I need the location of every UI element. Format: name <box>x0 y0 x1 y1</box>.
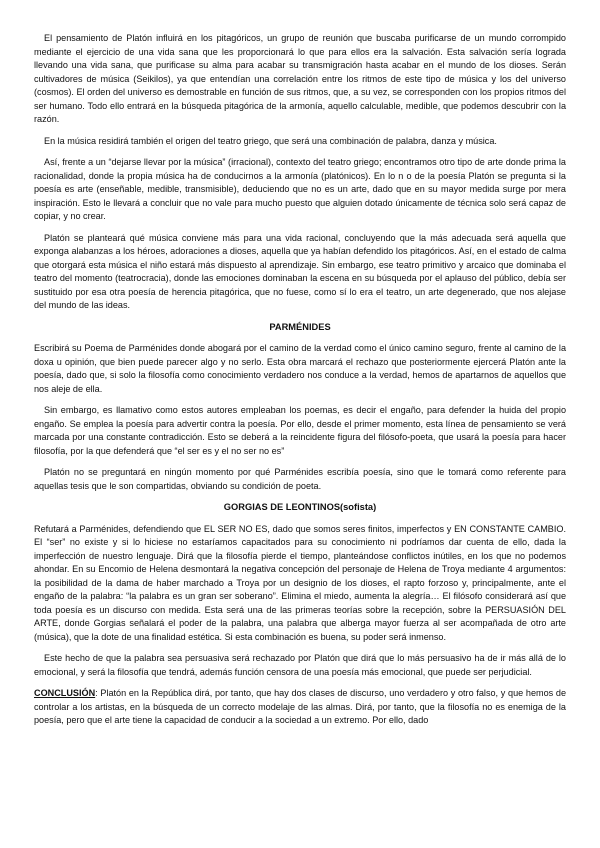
section-heading-gorgias-title: GORGIAS DE LEONTINOS <box>223 502 341 512</box>
paragraph-rational-music: Platón se planteará qué música conviene más para una vida racional, concluyendo que la más adecuada será aquella que exponga alabanzas a los héroes, adoraciones a dioses, aquella que ya habían defendido los pitagóricos. Así, en el estado de calma que otorgará esta música el niño estará más dispuesto al aprendizaje. Sin embargo, ese teatro primitivo y arcaico que dominaba el teatro del momento (teatrocracia), donde las emociones dominaban la escena en su búsqueda por el aplauso del público, debía ser sustituido por esa otra poesía de herencia pitagórica, que no fuese, como sí lo era el teatro, un arte degenerado, que nos alejase del mundo de las ideas. <box>34 232 566 310</box>
paragraph-greek-theatre-origin: En la música residirá también el origen del teatro griego, que será una combinación de palabra, danza y música. <box>44 135 497 146</box>
paragraph-plato-on-parmenides: Platón no se preguntará en ningún momento por qué Parménides escribía poesía, sino que le tomará como referente para aquellas tesis que le son compartidas, obviando su condición de poeta. <box>34 467 566 491</box>
paragraph-poetry-as-art: Así, frente a un “dejarse llevar por la música” (irracional), contexto del teatro griego; encontramos otro tipo de arte donde prima la racionalidad, donde la propia música ha de conducirnos a la armonía (platónicos). En lo n o de la poesía Platón se pregunta si la poesía es arte (enseñable, medible, transmisible), deduciendo que no es un arte, dado que en su mayor medida surge por mera inspiración. Esto le llevará a concluir que no vale para mucho puesto que alguien dotado únicamente de técnica solo será capaz de copiar, y no crear. <box>34 157 566 221</box>
conclusion-label: CONCLUSIÓN <box>34 688 96 698</box>
section-heading-gorgias-sub: (sofista) <box>340 502 377 512</box>
paragraph-persuasion-rejected: Este hecho de que la palabra sea persuasiva será rechazado por Platón que dirá que lo más persuasivo ha de ir más allá de lo emocional, y será la filosofía que tendrá, además función censora de una poesía más emocional, que puede ser perjudicial. <box>34 653 566 677</box>
conclusion-text: : Platón en la República dirá, por tanto, que hay dos clases de discurso, uno verdadero y otro falso, y que hemos de controlar a los artistas, en la búsqueda de un correcto modelaje de las almas. Dirá, por tanto, que la filosofía no es enemiga de la poesía, pero que el arte tiene la capacidad de conducir a la sociedad a un extremo. Por ello, dado <box>34 688 566 725</box>
paragraph-pythagoreans: El pensamiento de Platón influirá en los pitagóricos, un grupo de reunión que buscaba purificarse de un mundo corrompido mediante el ejercicio de una vida sana que les proporcionará lo que para ellos era la salvación. Esta salvación sería lograda llevando una vida sana, que purificase su alma para acabar su transmigración hasta acabar en el mundo de los dioses. Serán cultivadores de música (Seikilos), ya que entendían una correlación entre los ritmos de este tipo de música y los del universo (cosmos). El orden del universo es demostrable en función de sus ritmos, que, a su vez, se corresponden con los propios ritmos del ser humano. Todo ello entrará en la búsqueda pitagórica de la armonía, aquello calculable, medible, que podemos descubrir con la razón. <box>34 33 566 124</box>
document-page <box>34 32 566 736</box>
section-heading-gorgias <box>34 501 566 515</box>
paragraph-parmenides-poem: Escribirá su Poema de Parménides donde abogará por el camino de la verdad como el único camino seguro, frente al camino de la doxa u opinión, que bien puede parecer algo y no serlo. Esta obra marcará el rechazo que posteriormente ejercerá Platón ante la poesía, dado que, si solo la filosofía como conocimiento verdadero nos conduce a la verdad, hemos de apartarnos de aquellos que nos aleje de ella. <box>34 343 566 394</box>
paragraph-gorgias-refutation: Refutará a Parménides, defendiendo que EL SER NO ES, dado que somos seres finitos, imperfectos y EN CONSTANTE CAMBIO. El “ser” no existe y si lo hiciese no estaríamos capacitados para su conocimiento ni podríamos dar cuenta de ello, dada la imperfección de nuestro lenguaje. Dirá que la filosofía pierde el tiempo, planteándose conflictos inútiles, en los que no podemos ahondar. En su Encomio de Helena desmontará la negativa concepción del personaje de Helena de Troya mediante 4 argumentos: la posibilidad de la dama de haber marchado a Troya por un designio de los dioses, el rapto forzoso y, principalmente, ante el engaño de la palabra: “la palabra es un gran ser soberano”. Elimina el miedo, aumenta la alegría… El filósofo considerará así que toda poesía es un discurso con medida. Esta será una de las primeras teorías sobre la recepción, sobre la PERSUASIÓN DEL ARTE, donde Gorgias señalará el poder de la palabra, una palabra que alberga mayor fuerza al ser acompañada de otro arte (música), que la dote de una finalidad estética. Si esta combinación es buena, su poder será inmenso. <box>34 523 566 642</box>
paragraph-conclusion <box>34 687 566 728</box>
paragraph-poetry-contradiction: Sin embargo, es llamativo como estos autores empleaban los poemas, es decir el engaño, para defender la huida del propio engaño. Se emplea la poesía para advertir contra la poesía. Por ello, desde el primer momento, esta línea de pensamiento se verá marcada por una constante contradicción. Esto se deberá a la reincidente figura del filósofo-poeta, que usará la poesía para hacer filosofía, por la que defenderá que “el ser es y el no ser no es” <box>34 405 566 456</box>
section-heading-parmenides: PARMÉNIDES <box>269 321 331 332</box>
